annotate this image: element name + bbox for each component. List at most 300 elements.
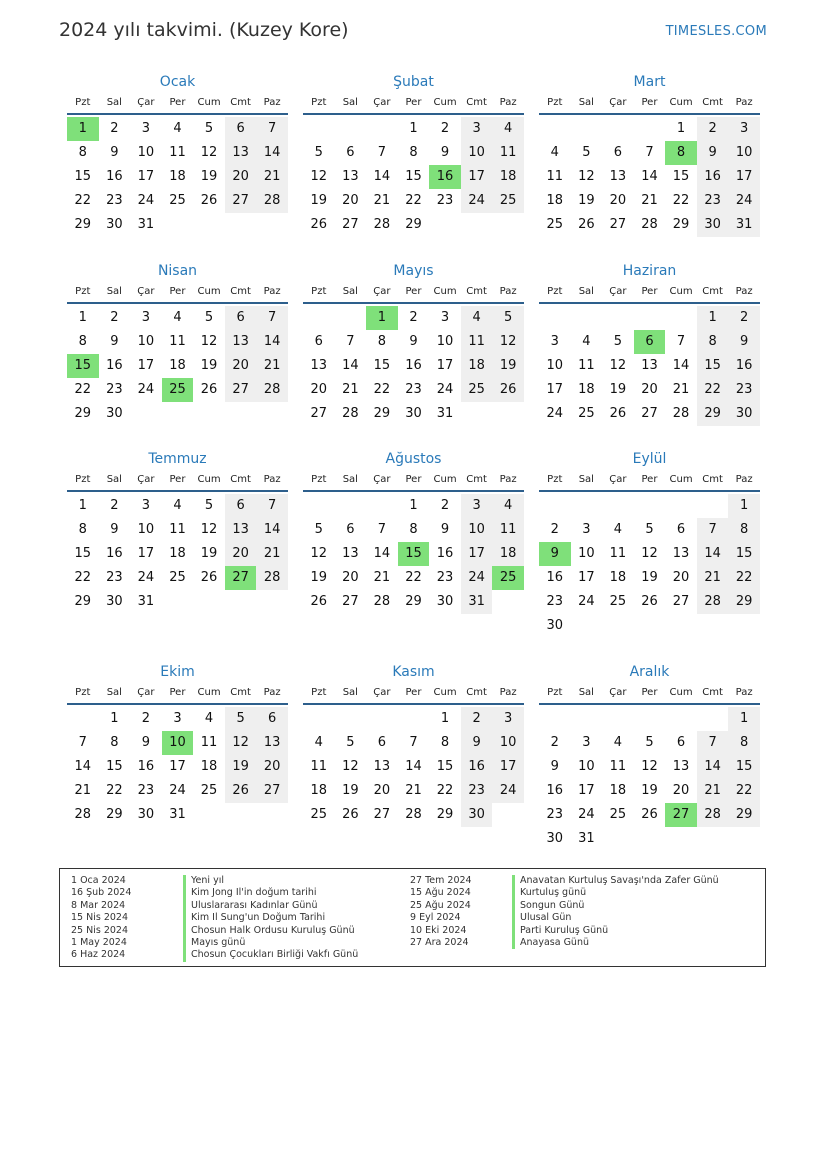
day-cell: 11 [169, 334, 186, 349]
day-cell: 10 [546, 358, 564, 373]
day-cell: 12 [200, 145, 218, 160]
legend-entry: Anavatan Kurtuluş Savaşı'nda Zafer Günü [512, 875, 719, 887]
day-cell: 15 [697, 354, 729, 378]
empty-cell [634, 707, 666, 731]
day-cell: 30 [106, 594, 123, 609]
day-cell: 18 [492, 542, 524, 566]
weekday-label: Cum [197, 474, 221, 485]
day-cell: 1 [110, 711, 119, 726]
day-cell: 10 [137, 334, 155, 349]
day-cell: 11 [461, 330, 493, 354]
day-cell: 10 [461, 518, 493, 542]
day-cell: 21 [373, 193, 391, 208]
day-cell: 23 [436, 193, 454, 208]
weekday-label: Paz [263, 687, 281, 698]
day-cell: 5 [613, 334, 623, 349]
day-cell: 23 [106, 193, 123, 208]
day-cell: 6 [225, 117, 257, 141]
day-cell: 6 [314, 334, 323, 349]
holiday-legend [59, 868, 766, 967]
legend-entry: Ulusal Gün [512, 912, 719, 924]
day-cell: 17 [546, 382, 564, 397]
day-cell: 20 [225, 165, 257, 189]
day-cell: 2 [409, 310, 418, 325]
day-cell: 4 [550, 145, 559, 160]
day-cell: 22 [697, 378, 729, 402]
legend-entry: 1 Oca 2024 [71, 875, 126, 886]
day-cell: 13 [342, 546, 359, 561]
day-cell: 14 [641, 169, 658, 184]
day-cell: 15 [672, 169, 690, 184]
day-cell: 31 [436, 406, 454, 421]
empty-cell [539, 707, 571, 731]
day-cell: 9 [440, 522, 450, 537]
legend-entry: 15 Nis 2024 [71, 912, 128, 924]
day-cell: 4 [314, 735, 323, 750]
weekday-label: Cmt [702, 687, 723, 698]
day-cell: 15 [74, 546, 92, 561]
day-cell: 13 [225, 518, 257, 542]
day-cell: 15 [405, 169, 422, 184]
legend-entry: Chosun Halk Ordusu Kuruluş Günü [183, 925, 358, 937]
day-cell: 19 [342, 783, 359, 798]
legend-entry: 8 Mar 2024 [71, 899, 126, 911]
month-block [539, 71, 760, 237]
day-cell: 16 [546, 783, 564, 798]
empty-cell [634, 117, 666, 141]
day-cell: 14 [256, 330, 288, 354]
day-cell: 9 [697, 141, 729, 165]
day-cell: 23 [546, 807, 564, 822]
weekday-label: Per [641, 286, 658, 297]
month-block [539, 661, 760, 851]
day-cell: 25 [492, 189, 524, 213]
day-cell: 20 [672, 783, 690, 798]
day-cell: 29 [728, 590, 760, 614]
day-cell: 5 [204, 310, 214, 325]
empty-cell [539, 494, 571, 518]
day-cell: 21 [256, 542, 288, 566]
day-grid [539, 306, 760, 426]
day-cell: 4 [461, 306, 493, 330]
day-cell: 22 [405, 570, 422, 585]
day-cell: 7 [256, 494, 288, 518]
day-cell: 22 [728, 566, 760, 590]
day-cell: 8 [409, 522, 418, 537]
weekday-header [539, 470, 760, 492]
day-cell: 16 [106, 546, 123, 561]
brand-link[interactable]: TIMESLES.COM [665, 24, 767, 39]
holiday-day-cell: 1 [366, 306, 398, 330]
day-cell: 27 [225, 189, 257, 213]
weekday-label: Per [405, 97, 422, 108]
day-cell: 13 [256, 731, 288, 755]
weekday-label: Cmt [466, 474, 487, 485]
day-cell: 8 [377, 334, 387, 349]
legend-entry: Kim Il Sung'un Doğum Tarihi [183, 912, 358, 924]
day-grid [303, 707, 524, 827]
weekday-label: Çar [137, 474, 155, 485]
day-cell: 17 [492, 755, 524, 779]
day-cell: 3 [141, 121, 151, 136]
day-cell: 10 [578, 546, 595, 561]
day-cell: 3 [141, 310, 151, 325]
day-cell: 16 [106, 358, 123, 373]
day-cell: 29 [74, 217, 92, 232]
weekday-label: Çar [373, 687, 391, 698]
day-cell: 11 [310, 759, 328, 774]
day-cell: 14 [256, 518, 288, 542]
legend-entry: 16 Şub 2024 [71, 887, 132, 899]
legend-entry: 27 Ara 2024 [410, 937, 469, 949]
day-cell: 22 [74, 570, 92, 585]
weekday-header [539, 282, 760, 304]
day-cell: 6 [346, 145, 355, 160]
day-cell: 14 [74, 759, 92, 774]
day-cell: 11 [609, 546, 627, 561]
day-cell: 17 [169, 759, 186, 774]
weekday-label: Cmt [230, 97, 251, 108]
weekday-label: Per [169, 286, 186, 297]
day-cell: 3 [582, 522, 591, 537]
empty-cell [571, 117, 603, 141]
day-cell: 1 [697, 306, 729, 330]
day-cell: 5 [314, 522, 323, 537]
weekday-label: Paz [735, 474, 753, 485]
weekday-header [539, 683, 760, 705]
day-cell: 29 [74, 406, 92, 421]
weekday-label: Sal [342, 97, 358, 108]
day-cell: 19 [200, 358, 218, 373]
weekday-label: Paz [499, 474, 517, 485]
weekday-label: Pzt [547, 474, 563, 485]
day-cell: 14 [373, 169, 391, 184]
day-cell: 7 [676, 334, 686, 349]
day-cell: 18 [169, 358, 186, 373]
day-cell: 25 [310, 807, 328, 822]
day-cell: 22 [672, 193, 690, 208]
weekday-label: Cmt [230, 687, 251, 698]
weekday-label: Çar [373, 286, 391, 297]
day-cell: 19 [200, 169, 218, 184]
day-cell: 25 [609, 807, 627, 822]
day-cell: 2 [697, 117, 729, 141]
day-cell: 7 [645, 145, 654, 160]
day-cell: 17 [436, 358, 454, 373]
day-cell: 26 [225, 779, 257, 803]
day-cell: 17 [461, 542, 493, 566]
weekday-label: Sal [106, 97, 122, 108]
weekday-label: Per [405, 474, 422, 485]
legend-entry: Yeni yıl [183, 875, 358, 887]
day-cell: 11 [578, 358, 595, 373]
day-cell: 7 [377, 522, 387, 537]
day-cell: 15 [74, 169, 92, 184]
day-cell: 19 [310, 570, 328, 585]
legend-names-left [183, 875, 358, 962]
empty-cell [602, 117, 634, 141]
day-cell: 18 [169, 169, 186, 184]
month-name: Aralık [629, 664, 670, 680]
weekday-label: Sal [578, 474, 594, 485]
day-cell: 21 [74, 783, 92, 798]
day-cell: 20 [310, 382, 328, 397]
day-cell: 29 [697, 402, 729, 426]
empty-cell [366, 494, 398, 518]
day-cell: 27 [310, 406, 328, 421]
day-cell: 4 [173, 310, 182, 325]
empty-cell [665, 494, 697, 518]
day-cell: 16 [728, 354, 760, 378]
day-cell: 9 [440, 145, 450, 160]
day-cell: 18 [609, 783, 627, 798]
day-cell: 29 [373, 406, 391, 421]
weekday-label: Sal [106, 687, 122, 698]
weekday-label: Cmt [702, 474, 723, 485]
day-cell: 13 [641, 358, 658, 373]
legend-entry: 25 Nis 2024 [71, 924, 128, 936]
day-cell: 26 [492, 378, 524, 402]
day-cell: 8 [78, 522, 87, 537]
day-cell: 8 [728, 518, 760, 542]
month-name: Haziran [622, 263, 677, 279]
weekday-header [67, 282, 288, 304]
day-cell: 16 [697, 165, 729, 189]
day-cell: 20 [672, 570, 690, 585]
day-cell: 2 [440, 498, 450, 513]
day-cell: 7 [346, 334, 355, 349]
day-cell: 26 [200, 193, 218, 208]
day-cell: 1 [409, 498, 418, 513]
weekday-label: Sal [342, 474, 358, 485]
day-cell: 12 [225, 731, 257, 755]
weekday-label: Çar [609, 286, 627, 297]
empty-cell [602, 306, 634, 330]
day-cell: 11 [492, 518, 524, 542]
day-cell: 21 [342, 382, 359, 397]
legend-entry: Chosun Çocukları Birliği Vakfı Günü [183, 949, 358, 961]
day-cell: 12 [578, 169, 595, 184]
day-cell: 29 [728, 803, 760, 827]
holiday-day-cell: 10 [162, 731, 194, 755]
day-cell: 5 [346, 735, 355, 750]
empty-cell [634, 306, 666, 330]
day-cell: 23 [546, 594, 564, 609]
day-cell: 23 [405, 382, 422, 397]
weekday-label: Paz [735, 687, 753, 698]
day-cell: 3 [173, 711, 182, 726]
weekday-label: Pzt [75, 97, 91, 108]
day-cell: 23 [436, 570, 454, 585]
day-cell: 14 [342, 358, 359, 373]
holiday-day-cell: 8 [665, 141, 697, 165]
day-cell: 3 [461, 117, 493, 141]
weekday-label: Sal [342, 687, 358, 698]
day-cell: 5 [645, 522, 654, 537]
day-cell: 9 [461, 731, 493, 755]
weekday-label: Per [405, 687, 422, 698]
day-cell: 10 [578, 759, 595, 774]
day-cell: 31 [137, 217, 155, 232]
day-cell: 27 [641, 406, 658, 421]
day-cell: 30 [106, 406, 123, 421]
legend-entry: 25 Ağu 2024 [410, 899, 471, 911]
day-cell: 7 [409, 735, 418, 750]
weekday-label: Per [169, 97, 186, 108]
legend-entry: Parti Kuruluş Günü [512, 925, 719, 937]
day-grid [67, 494, 288, 614]
day-cell: 29 [74, 594, 92, 609]
day-cell: 24 [578, 594, 595, 609]
month-block [67, 71, 288, 237]
month-block [539, 260, 760, 426]
day-cell: 26 [342, 807, 359, 822]
day-cell: 16 [106, 169, 123, 184]
day-cell: 13 [225, 330, 257, 354]
holiday-day-cell: 1 [67, 117, 99, 141]
weekday-label: Çar [373, 97, 391, 108]
weekday-label: Sal [578, 97, 594, 108]
day-cell: 20 [225, 354, 257, 378]
day-cell: 13 [672, 546, 690, 561]
day-cell: 15 [373, 358, 391, 373]
legend-entry: Anayasa Günü [512, 937, 719, 949]
weekday-label: Per [641, 474, 658, 485]
day-cell: 27 [609, 217, 627, 232]
month-block [539, 448, 760, 638]
day-cell: 2 [550, 735, 559, 750]
day-cell: 20 [609, 193, 627, 208]
weekday-label: Pzt [75, 687, 91, 698]
month-block [303, 661, 524, 827]
empty-cell [398, 707, 430, 731]
day-grid [67, 117, 288, 237]
day-cell: 12 [641, 546, 658, 561]
day-cell: 2 [728, 306, 760, 330]
day-cell: 25 [546, 217, 564, 232]
weekday-label: Paz [499, 286, 517, 297]
day-cell: 10 [728, 141, 760, 165]
weekday-label: Cmt [702, 286, 723, 297]
day-cell: 21 [697, 566, 729, 590]
empty-cell [571, 707, 603, 731]
day-cell: 4 [613, 522, 623, 537]
day-cell: 16 [137, 759, 155, 774]
weekday-label: Pzt [311, 286, 327, 297]
day-cell: 4 [173, 498, 182, 513]
holiday-day-cell: 15 [398, 542, 430, 566]
day-cell: 20 [342, 193, 359, 208]
empty-cell [335, 117, 367, 141]
day-cell: 21 [672, 382, 690, 397]
weekday-label: Çar [609, 687, 627, 698]
day-cell: 17 [728, 165, 760, 189]
day-cell: 28 [697, 803, 729, 827]
day-cell: 14 [672, 358, 690, 373]
day-cell: 26 [200, 382, 218, 397]
day-cell: 28 [342, 406, 359, 421]
day-cell: 22 [436, 783, 454, 798]
weekday-header [67, 470, 288, 492]
day-cell: 6 [346, 522, 355, 537]
empty-cell [539, 117, 571, 141]
weekday-label: Per [169, 474, 186, 485]
day-cell: 16 [436, 546, 454, 561]
weekday-label: Çar [137, 687, 155, 698]
day-cell: 27 [256, 779, 288, 803]
day-cell: 28 [256, 378, 288, 402]
month-name: Ekim [160, 664, 195, 680]
day-cell: 31 [169, 807, 186, 822]
day-cell: 19 [641, 570, 658, 585]
day-cell: 17 [461, 165, 493, 189]
day-cell: 10 [137, 522, 155, 537]
day-cell: 15 [728, 755, 760, 779]
day-cell: 24 [137, 193, 155, 208]
day-cell: 12 [310, 169, 328, 184]
day-cell: 17 [137, 546, 155, 561]
day-cell: 24 [436, 382, 454, 397]
day-cell: 23 [106, 382, 123, 397]
month-name: Kasım [392, 664, 435, 680]
day-cell: 4 [173, 121, 182, 136]
holiday-day-cell: 25 [162, 378, 194, 402]
day-cell: 3 [582, 735, 591, 750]
day-cell: 2 [110, 121, 119, 136]
day-cell: 25 [200, 783, 218, 798]
weekday-label: Per [641, 687, 658, 698]
day-cell: 29 [405, 217, 422, 232]
holiday-day-cell: 9 [539, 542, 571, 566]
day-cell: 21 [373, 570, 391, 585]
weekday-label: Pzt [75, 286, 91, 297]
weekday-header [303, 470, 524, 492]
day-cell: 10 [461, 141, 493, 165]
day-cell: 10 [436, 334, 454, 349]
day-cell: 1 [728, 707, 760, 731]
day-cell: 15 [728, 542, 760, 566]
day-cell: 29 [106, 807, 123, 822]
legend-names-right [512, 875, 719, 949]
weekday-label: Çar [137, 97, 155, 108]
day-cell: 2 [440, 121, 450, 136]
day-cell: 9 [110, 334, 119, 349]
day-cell: 20 [342, 570, 359, 585]
holiday-day-cell: 27 [665, 803, 697, 827]
day-cell: 29 [405, 594, 422, 609]
weekday-label: Cmt [466, 97, 487, 108]
day-cell: 25 [578, 406, 595, 421]
empty-cell [697, 494, 729, 518]
day-cell: 5 [645, 735, 654, 750]
weekday-label: Çar [609, 474, 627, 485]
legend-entry: Kim Jong Il'in doğum tarihi [183, 887, 358, 899]
holiday-day-cell: 15 [67, 354, 99, 378]
day-cell: 30 [546, 831, 564, 846]
weekday-label: Cum [669, 286, 693, 297]
holiday-day-cell: 6 [634, 330, 666, 354]
day-cell: 29 [672, 217, 690, 232]
day-cell: 16 [405, 358, 422, 373]
day-cell: 5 [204, 121, 214, 136]
day-cell: 12 [609, 358, 627, 373]
day-cell: 22 [728, 779, 760, 803]
day-cell: 12 [200, 522, 218, 537]
day-cell: 31 [461, 590, 493, 614]
weekday-label: Cum [669, 97, 693, 108]
day-cell: 27 [225, 378, 257, 402]
weekday-label: Pzt [75, 474, 91, 485]
